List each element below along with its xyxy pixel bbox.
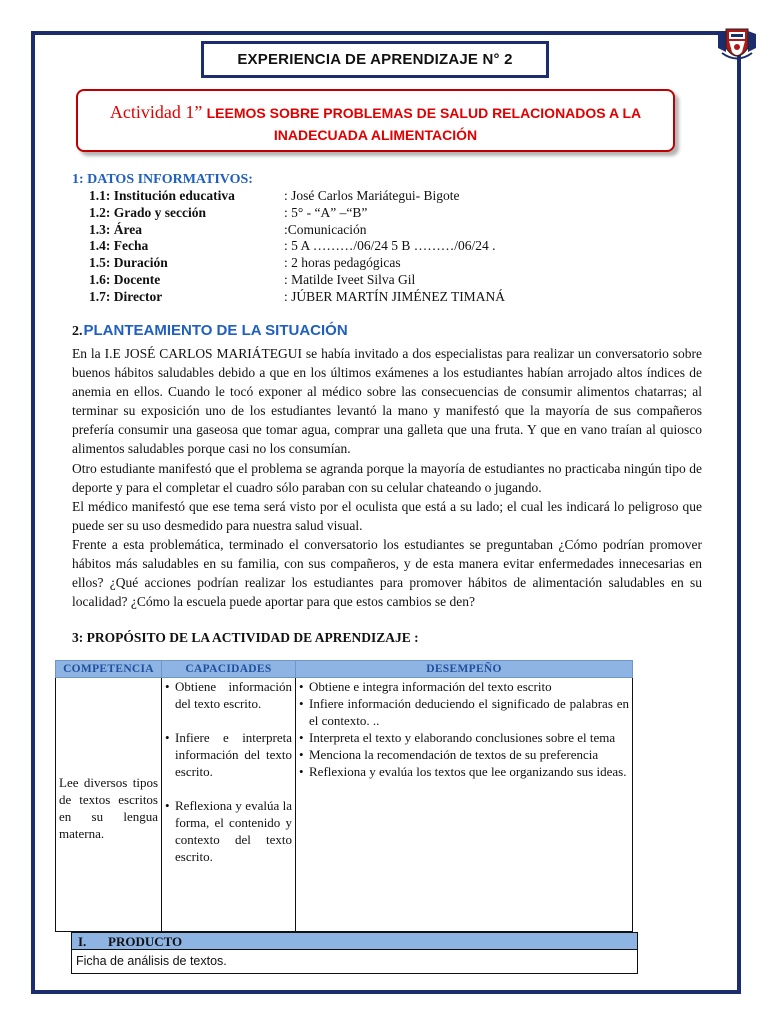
info-value: : 5 A ………/06/24 5 B ………/06/24 .	[284, 238, 496, 254]
capacidades-cell	[162, 678, 296, 932]
desempeno-item	[299, 763, 629, 780]
desempeno-text: Reflexiona y evalúa los textos que lee organizando sus ideas.	[309, 764, 627, 779]
situation-text	[72, 344, 702, 611]
section2-heading	[72, 322, 348, 340]
info-label: 1.3: Área	[89, 221, 142, 237]
competencia-text: Lee diversos tipos de textos escritos en su lengua materna.	[59, 774, 158, 841]
desempeno-item	[299, 746, 629, 763]
experience-title: EXPERIENCIA DE APRENDIZAJE N° 2	[201, 41, 549, 78]
capacidad-item	[165, 797, 292, 865]
info-row-area	[89, 222, 689, 239]
bullet-icon: •	[165, 730, 170, 745]
info-label: 1.7: Director	[89, 288, 163, 304]
capacidad-text: Infiere e interpreta información del texto escrito.	[175, 730, 292, 779]
info-row-institucion	[89, 188, 689, 205]
info-list	[89, 188, 689, 306]
header-competencia: COMPETENCIA	[56, 661, 162, 678]
desempeno-text: Menciona la recomendación de textos de su preferencia	[309, 747, 599, 762]
desempeno-item	[299, 729, 629, 746]
product-heading: PRODUCTO	[108, 934, 183, 949]
situation-paragraph: Otro estudiante manifestó que el problema se agranda porque la mayoría de estudiantes no practicaba ningún tipo de deporte y para el completar el cuadro sólo paraban con su celular chateando o jugando.	[72, 460, 702, 495]
info-label: 1.5: Duración	[89, 255, 168, 271]
desempeno-cell	[296, 678, 633, 932]
section3-heading: 3: PROPÓSITO DE LA ACTIVIDAD DE APRENDIZAJE :	[72, 630, 419, 645]
product-header	[72, 933, 637, 950]
info-value: : 5° - “A” –“B”	[284, 204, 368, 220]
table-header-row	[56, 661, 633, 678]
product-box	[71, 932, 638, 974]
desempeno-text: Infiere información deduciendo el significado de palabras en el contexto. ..	[309, 696, 629, 728]
situation-paragraph: El médico manifestó que ese tema será visto por el oculista que está a su lado; el cual les indicará lo peligroso que puede ser su uso desmedido para nuestra salud visual.	[72, 498, 702, 533]
info-row-grado	[89, 205, 689, 222]
section1-heading: 1: DATOS INFORMATIVOS:	[72, 172, 253, 187]
table-row	[56, 678, 633, 932]
info-label: 1.1: Institución educativa	[89, 188, 235, 203]
situation-paragraph: Frente a esta problemática, terminado el conversatorio los estudiantes se preguntaban ¿Cómo podrían promover hábitos más saludables en su familia, con sus compañeros, y de esta manera evitar enfermedades innecesarias en ellos? ¿Qué acciones podrían realizar los estudiantes para promover hábitos de alimentación saludables en su localidad? ¿Cómo la escuela puede aportar para que estos cambios se den?	[72, 536, 702, 610]
bullet-icon: •	[299, 696, 304, 711]
info-row-fecha	[89, 238, 689, 255]
bullet-icon: •	[299, 764, 304, 779]
situation-paragraph: En la I.E JOSÉ CARLOS MARIÁTEGUI se había invitado a dos especialistas para realizar un conversatorio sobre buenos hábitos saludables debido a que en los últimos exámenes a los estudiantes habían arrojado altos índices de anemia en ellos. Cuando le tocó exponer al médico sobre las consecuencias de consumir alimentos chatarras; al terminar su exposición uno de los estudiantes levantó la mano y manifestó que la mayoría de sus compañeros prefería consumir una gaseosa que tomar agua, comprar una galleta que una fruta. Y que en vano traían al quiosco alimentos saludables porque casi no los consumían.	[72, 346, 702, 457]
bullet-icon: •	[165, 798, 170, 813]
info-row-director	[89, 289, 689, 306]
desempeno-item	[299, 678, 629, 695]
header-capacidades: CAPACIDADES	[162, 661, 296, 678]
bullet-icon: •	[165, 679, 170, 694]
info-value: : José Carlos Mariátegui- Bigote	[284, 188, 460, 203]
activity-title-line2: INADECUADA ALIMENTACIÓN	[273, 127, 478, 143]
info-value: : Matilde Iveet Silva Gil	[284, 271, 416, 287]
info-label: 1.2: Grado y sección	[89, 204, 206, 220]
desempeno-text: Obtiene e integra información del texto escrito	[309, 679, 552, 694]
info-label: 1.4: Fecha	[89, 238, 149, 254]
purpose-table	[55, 660, 633, 932]
bullet-icon: •	[299, 679, 304, 694]
capacidad-text: Obtiene información del texto escrito.	[175, 679, 292, 711]
info-value: : 2 horas pedagógicas	[284, 255, 401, 271]
info-row-duracion	[89, 255, 689, 272]
bullet-icon: •	[299, 730, 304, 745]
section2-number: 2.	[72, 324, 83, 339]
desempeno-item	[299, 695, 629, 729]
info-value: :Comunicación	[284, 221, 367, 237]
desempeno-text: Interpreta el texto y elaborando conclusiones sobre el tema	[309, 730, 616, 745]
capacidad-item	[165, 678, 292, 712]
school-crest-icon	[716, 26, 758, 66]
activity-title-line1: LEEMOS SOBRE PROBLEMAS DE SALUD RELACIONADOS A LA	[206, 105, 642, 121]
activity-number: Actividad 1”	[109, 102, 203, 122]
capacidad-item	[165, 729, 292, 780]
info-label: 1.6: Docente	[89, 271, 161, 287]
section2-title: PLANTEAMIENTO DE LA SITUACIÓN	[83, 322, 348, 339]
activity-banner	[76, 89, 675, 152]
capacidad-text: Reflexiona y evalúa la forma, el contenido y contexto del texto escrito.	[175, 798, 292, 864]
bullet-icon: •	[299, 747, 304, 762]
product-number: I.	[78, 934, 87, 949]
competencia-cell	[56, 678, 162, 932]
info-row-docente	[89, 272, 689, 289]
product-value: Ficha de análisis de textos.	[76, 954, 227, 968]
info-value: : JÚBER MARTÍN JIMÉNEZ TIMANÁ	[284, 288, 505, 304]
header-desempeno: DESEMPEÑO	[296, 661, 633, 678]
